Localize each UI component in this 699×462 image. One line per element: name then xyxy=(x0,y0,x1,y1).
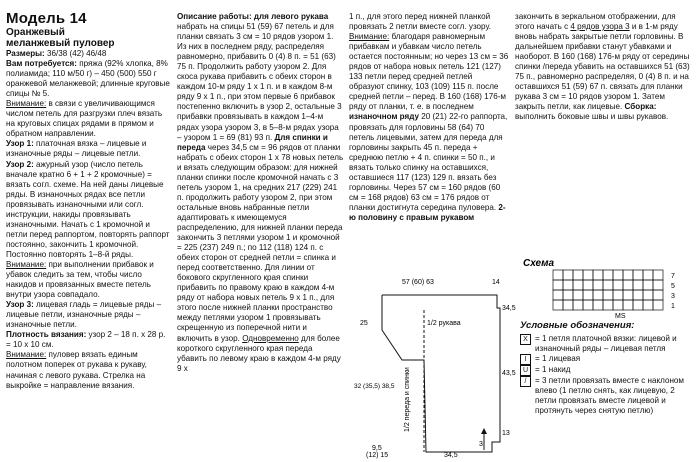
dim-side: 13 xyxy=(502,430,510,437)
chart-cell xyxy=(593,280,603,290)
chart-cell xyxy=(643,270,653,280)
chart-cell xyxy=(613,290,623,300)
chart-cell xyxy=(593,300,603,310)
chart-cell xyxy=(553,300,563,310)
pattern-3-paragraph: Узор 3: лицевая гладь = лицевые ряды – лицевые петли, изнаночные ряды – изнаночные петли. xyxy=(6,300,162,330)
column-2 xyxy=(177,12,344,374)
legend-title: Условные обозначения: xyxy=(520,320,635,331)
chart-cell xyxy=(643,300,653,310)
stitch-chart xyxy=(523,256,699,320)
chart-cell xyxy=(573,290,583,300)
chart-cell xyxy=(653,270,663,280)
chart-cell xyxy=(553,280,563,290)
chart-cell xyxy=(603,290,613,300)
column-3 xyxy=(349,12,511,223)
chart-cell xyxy=(563,300,573,310)
chart-cell xyxy=(583,290,593,300)
dim-left-2: 32 (35,5) 38,5 xyxy=(354,383,395,390)
materials-paragraph: Вам потребуется: пряжа (92% хлопка, 8% полиамида; 110 м/50 г) – 450 (500) 550 г оранжевой меланжевой; длинные круговые спицы № 5. xyxy=(6,59,170,99)
chart-cell xyxy=(613,300,623,310)
legend-item: X = 1 петля платочной вязки: лицевой и изнаночный ряды – лицевая петля xyxy=(520,334,698,354)
note-3-paragraph: Внимание: пуловер вязать единым полотном поперек от рукава к рукаву, начиная с левого рукава. Стрелка на выкройке = направление вязания. xyxy=(6,350,147,390)
schema-title: Схема xyxy=(523,258,555,269)
dim-bottom-3: 34,5 xyxy=(444,452,458,459)
chart-cell xyxy=(553,290,563,300)
chart-cell xyxy=(603,300,613,310)
work-description: Описание работы: для левого рукава набрать на спицы 51 (59) 67 петель и для планки связать 3 см = 10 рядов узором 1. Из них в последнем ряду, распределяя равномерно, прибавить 0 (4) 8 п. = 51 (63) 75 п. Продолжить работу узором 2. Для скоса рукава прибавить с обеих сторон в каждом 10-м ряду 1 x 1 п. и в каждом 8-м ряду 9 x 1 п., при этом первые 6 прибавок постепенно включить в узор 2, остальные 3 прибавки провязывать в каждом 1–4-м рядах узора узором 3, в 5–8-м рядах узора – узором 1 = 69 (81) 93 п. Для спинки и переда через 34,5 см = 96 рядов от планки набрать с обеих сторон 1 x 78 новых петель и вязать следующим образом: для нижней планки спинки после кромочной начать с 3 петель узором 1, на средних 217 (229) 241 п. продолжить работу узором 2, при этом остальные вновь набранные петли адаптировать к имеющемуся распределению, для нижней планки переда закончить 3 петлями узором 1 и кромочной = 225 (237) 249 п.; по 112 (118) 124 п. с обеих сторон от средней петли = спинка и перед соответственно. Для линии от бокового скругленного края спинки прибавить по правому краю в каждом 4-м ряду от набора новых петель 9 x 1 п., для этого после нижней планки пространство между петлями узором 1 провязывать скрещенную из поперечной нити и включить в узор. Одновременно для более короткого скругленного края переда убавить по левому краю в каждом 4-м ряду 9 x xyxy=(177,12,344,373)
chart-cell xyxy=(593,270,603,280)
schema-ms: MS xyxy=(615,313,626,320)
chart-cell xyxy=(583,280,593,290)
chart-cell xyxy=(613,270,623,280)
chart-cell xyxy=(613,280,623,290)
model-subtitle: Оранжевый меланжевый пуловер xyxy=(6,27,115,49)
legend-item: / = 3 петли провязать вместе с наклоном влево (1 петлю снять, как лицевую, 2 петли провязать вместе лицевой и протянуть через снятую петлю) xyxy=(520,376,698,416)
chart-cell xyxy=(643,280,653,290)
dim-small: 3 xyxy=(479,441,483,448)
dim-right-2: 43,5 xyxy=(502,370,516,377)
svg-text:1: 1 xyxy=(671,303,675,310)
pattern-2-paragraph: Узор 2: ажурный узор (число петель вначале кратно 6 + 1 + 2 кромочные) = вязать согл. схеме. На ней даны лицевые ряды. В изнаночных рядах все петли провязывать изнаночными или согл. инструкции, накиды провязывать изнаночными. Начать с 1 кромочной и петли перед раппортом, повторять раппорт постоянно, закончить 1 кромочной. Постоянно повторять 1–8-й ряды. xyxy=(6,159,170,259)
chart-cell xyxy=(563,280,573,290)
dim-bottom-1: 9,5 xyxy=(372,445,382,452)
chart-cell xyxy=(593,290,603,300)
note-2-paragraph: Внимание: при выполнении прибавок и убавок следить за тем, чтобы число накидов и провязанных вместе петель внутри узора совпадало. xyxy=(6,259,154,300)
page-title: Модель 14 xyxy=(6,10,87,27)
sizes-paragraph: Размеры: 36/38 (42) 46/48 xyxy=(6,49,107,58)
chart-cell xyxy=(563,270,573,280)
chart-cell xyxy=(653,280,663,290)
chart-cell xyxy=(583,300,593,310)
column-1 xyxy=(6,10,170,391)
chart-cell xyxy=(653,300,663,310)
svg-text:3: 3 xyxy=(671,293,675,300)
dim-bottom-2: (12) 15 xyxy=(366,452,389,459)
chart-cell xyxy=(603,280,613,290)
body-label: 1/2 переда и спинки xyxy=(404,367,411,432)
work-description-cont: 1 п., для этого перед нижней планкой провязать 2 петли вместе согл. узору. Внимание: благодаря равномерным прибавкам и убавкам число петель остается постоянным; но через 13 см = 36 рядов от набора новых петель 121 (127) 133 петли перед средней петлей образуют спинку, 103 (109) 115 п. после средней петли – перед. В 160 (168) 176-м ряду от планки, т. е. в последнем изнаночном ряду 20 (21) 22-го раппорта, провязать для горловины 58 (64) 70 петель лицевыми, затем для переда для горловины закрыть 45 п. переда + среднюю петлю + 4 п. спинки = 50 п., и вязать только спинку на оставшихся, оставшиеся 117 (123) 129 п. вязать без горловины. Через 57 см = 160 рядов (60 см = 168 рядов) 63 см = 176 рядов от планки достигнута середина пуловера. 2-ю половину с правым рукавом xyxy=(349,12,509,222)
dim-left-1: 25 xyxy=(360,320,368,327)
chart-cell xyxy=(573,300,583,310)
legend-item: U = 1 накид xyxy=(520,365,698,376)
chart-cell xyxy=(633,280,643,290)
chart-cell xyxy=(573,270,583,280)
legend-item: I = 1 лицевая xyxy=(520,354,698,365)
pattern-1-paragraph: Узор 1: платочная вязка – лицевые и изнаночные ряды – лицевые петли. xyxy=(6,139,147,159)
chart-cell xyxy=(653,290,663,300)
chart-cell xyxy=(583,270,593,280)
legend xyxy=(520,321,698,416)
chart-cell xyxy=(633,300,643,310)
svg-text:7: 7 xyxy=(671,273,675,280)
dim-right-1: 34,5 xyxy=(502,305,516,312)
sleeve-label: 1/2 рукава xyxy=(427,320,461,327)
chart-cell xyxy=(563,290,573,300)
pattern-schematic xyxy=(352,270,516,459)
column-4 xyxy=(515,12,695,123)
chart-cell xyxy=(623,270,633,280)
note-paragraph: Внимание: в связи с увеличивающимся числом петель для разгрузки плеч вязать на круговых спицах рядами в прямом и обратном направлении. xyxy=(6,99,163,139)
chart-cell xyxy=(553,270,563,280)
chart-cell xyxy=(643,290,653,300)
chart-cell xyxy=(633,270,643,280)
chart-cell xyxy=(603,270,613,280)
dim-top: 57 (60) 63 xyxy=(402,279,434,286)
svg-text:5: 5 xyxy=(671,283,675,290)
chart-cell xyxy=(623,280,633,290)
chart-cell xyxy=(623,300,633,310)
direction-arrow-icon xyxy=(481,428,487,434)
mirror-paragraph: закончить в зеркальном отображении, для этого начать с 4 рядов узора 3 и в 1-м ряду вновь набрать закрытые петли горловины. В дальнейшем прибавки станут убавками и наоборот. В 160 (168) 176-м ряду от середины спинки /переда убавить на оставшихся 51 (63) 75 п., равномерно распределяя, 0 (4) 8 п. и на оставшихся 51 (59) 67 п. связать для планки рукава 3 см = 10 рядов узором 1. Затем закрыть петли, как лицевые. Сборка: выполнить боковые швы и швы рукавов. xyxy=(515,12,690,122)
dim-top-right: 14 xyxy=(492,279,500,286)
chart-cell xyxy=(573,280,583,290)
density-paragraph: Плотность вязания: узор 2 – 18 п. x 28 р. = 10 x 10 см. xyxy=(6,330,166,350)
chart-cell xyxy=(633,290,643,300)
chart-cell xyxy=(623,290,633,300)
